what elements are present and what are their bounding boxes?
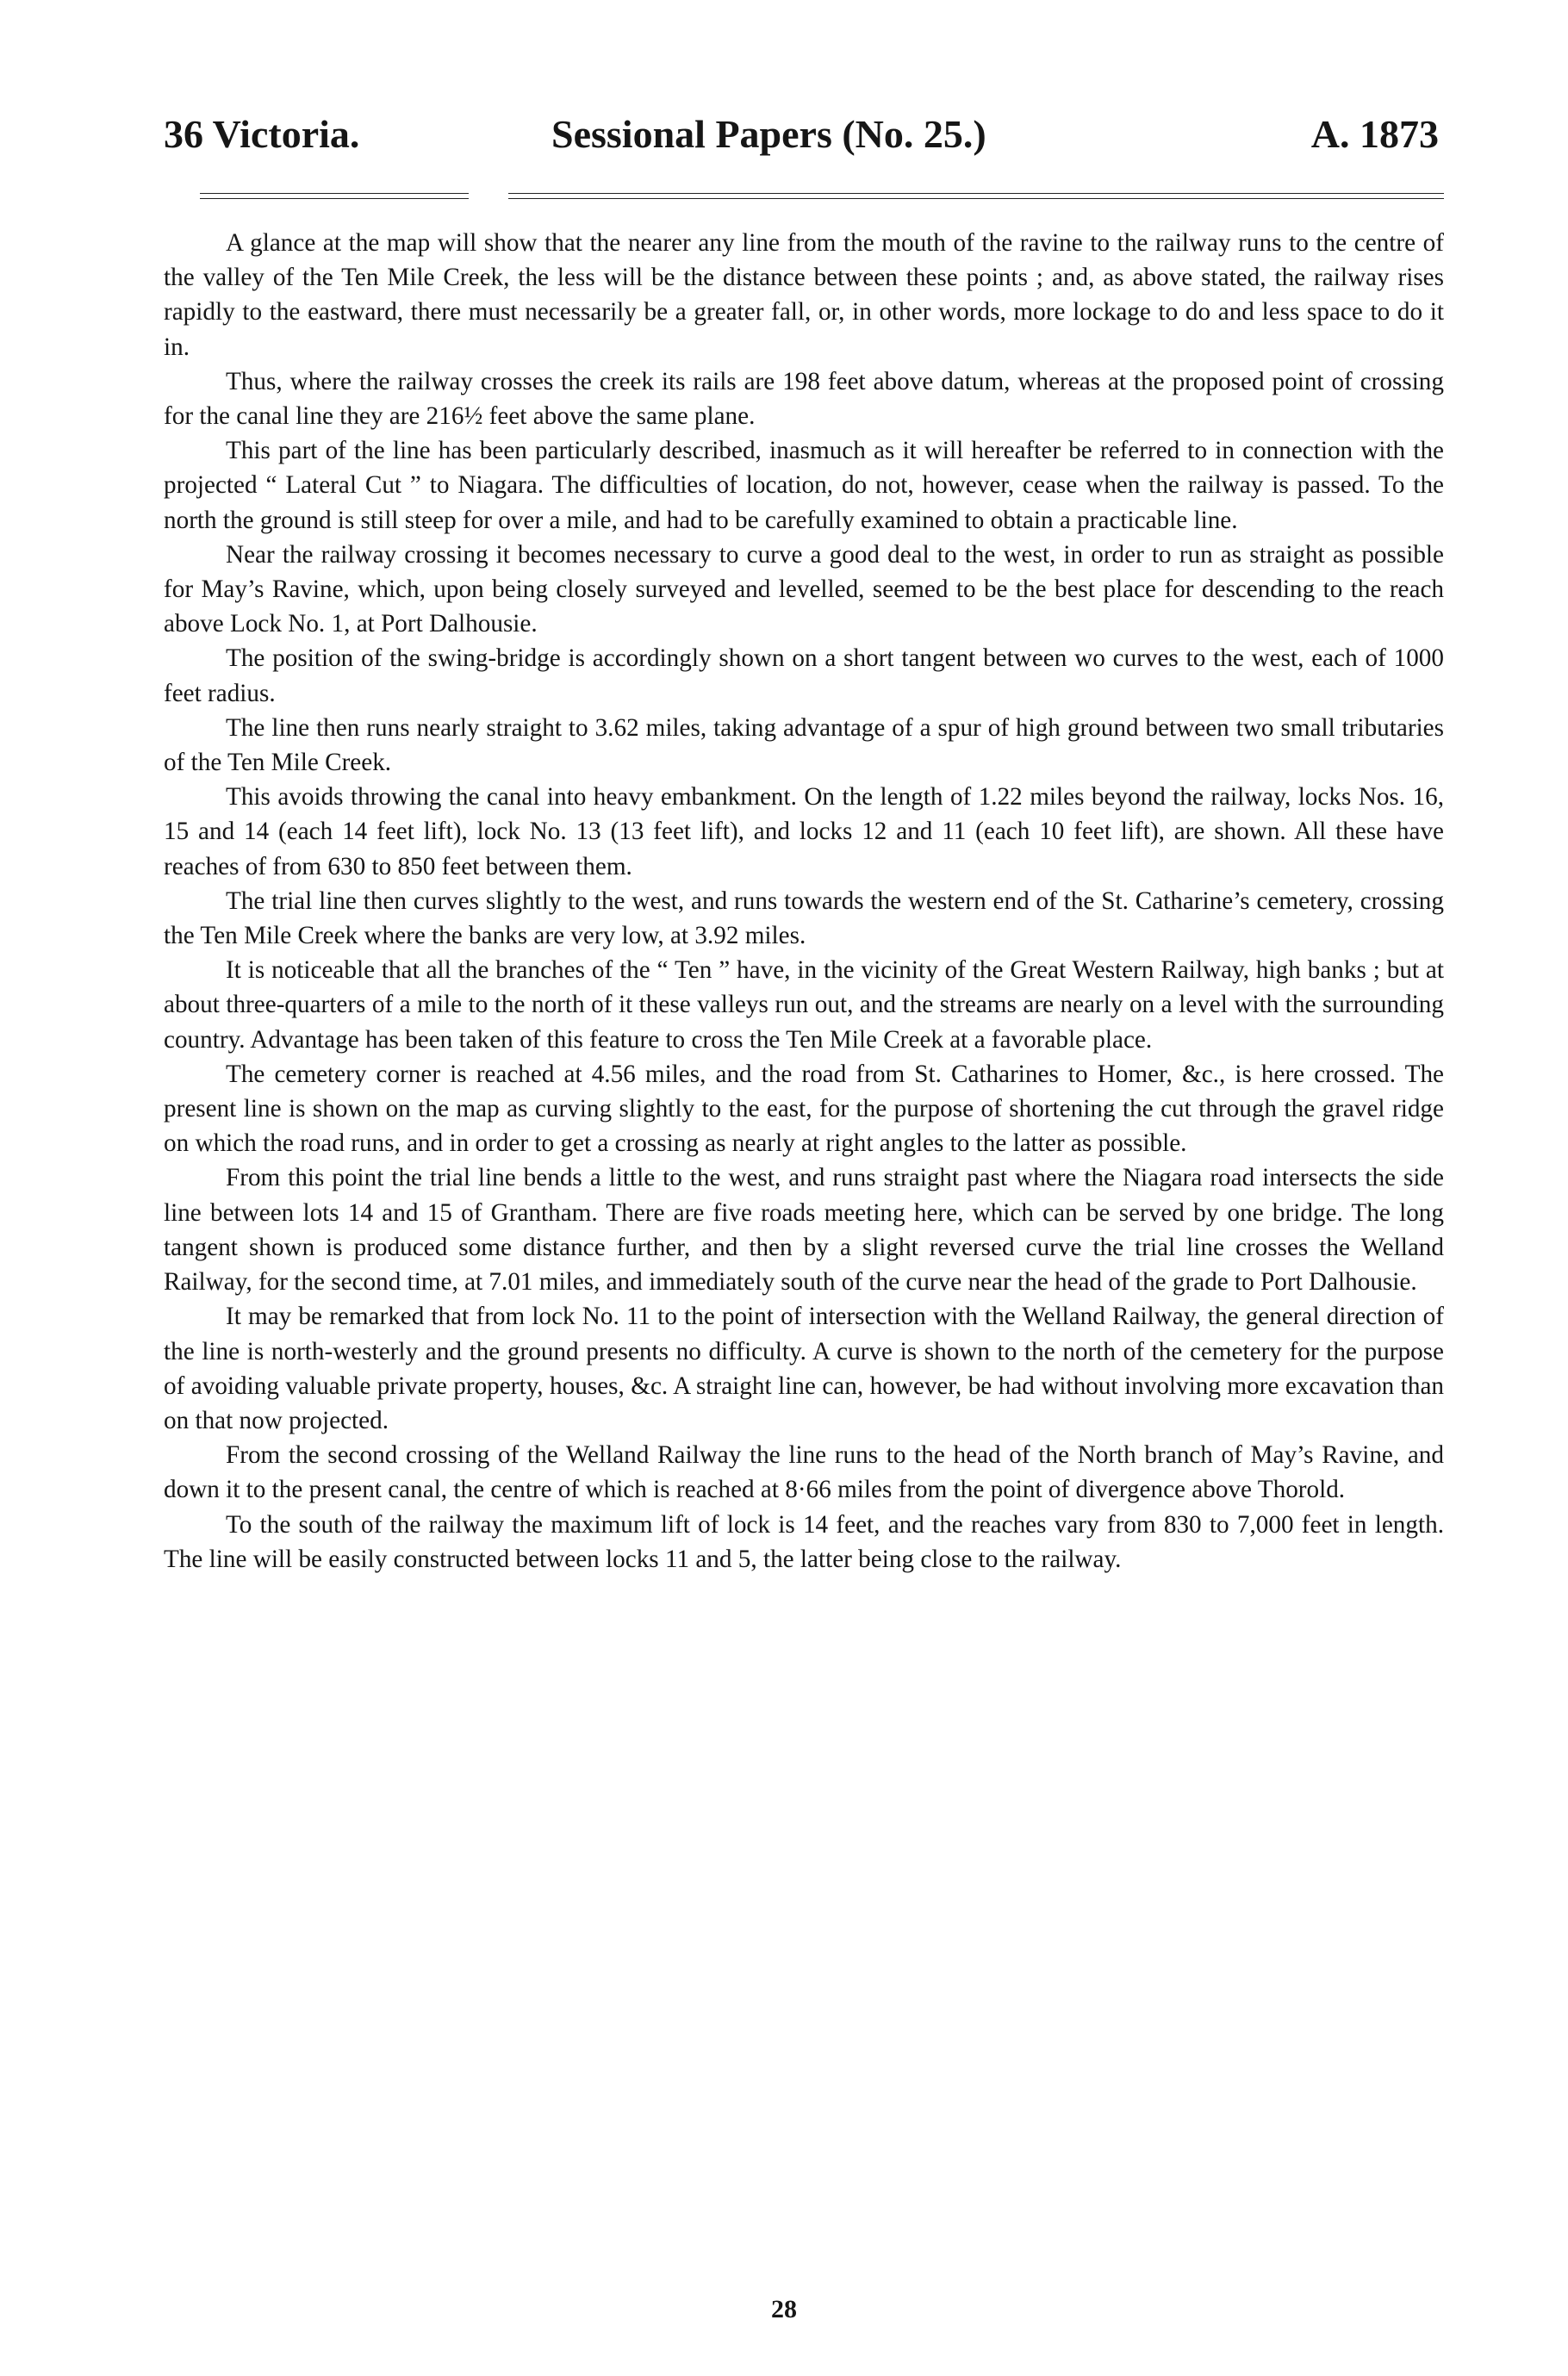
header-rule-left-bottom: [200, 198, 469, 199]
paragraph: Thus, where the railway crosses the creek its rails are 198 feet above datum, whereas at the proposed point of crossing for the canal line they are 216½ feet above the same plane.: [164, 367, 1444, 431]
paragraph: To the south of the railway the maximum lift of lock is 14 feet, and the reaches vary from 830 to 7,000 feet in length. The line will be easily constructed between locks 11 and 5, the latter being close to the railway.: [164, 1510, 1444, 1573]
paragraph: From the second crossing of the Welland Railway the line runs to the head of the North branch of May’s Ravine, and down it to the present canal, the centre of which is reached at 8·66 miles from the point of divergence above Thorold.: [164, 1441, 1444, 1504]
page-header: [164, 109, 1439, 160]
paragraph: The cemetery corner is reached at 4.56 miles, and the road from St. Catharines to Homer, &c., is here crossed. The present line is shown on the map as curving slightly to the east, for the purpose of shortening the cut through the gravel ridge on which the road runs, and in order to get a crossing as nearly at right angles to the latter as possible.: [164, 1060, 1444, 1158]
header-rule-right-top: [508, 193, 1444, 194]
header-rule-right-bottom: [508, 198, 1444, 199]
header-year: A. 1873: [1310, 112, 1439, 156]
paragraph: Near the railway crossing it becomes necessary to curve a good deal to the west, in order to run as straight as possible for May’s Ravine, which, upon being closely surveyed and levelled, seemed to be the best place for descending to the reach above Lock No. 1, at Port Dalhousie.: [164, 540, 1444, 638]
page-number: 28: [771, 2295, 797, 2323]
paragraph: The position of the swing-bridge is accordingly shown on a short tangent between wo curves to the west, each of 1000 feet radius.: [164, 644, 1444, 707]
paragraph: The trial line then curves slightly to the west, and runs towards the western end of the St. Catharine’s cemetery, crossing the Ten Mile Creek where the banks are very low, at 3.92 miles.: [164, 886, 1444, 950]
paragraph: A glance at the map will show that the nearer any line from the mouth of the ravine to the railway runs to the centre of the valley of the Ten Mile Creek, the less will be the distance between these points ; and, as above stated, the railway rises rapidly to the eastward, there must necessarily be a greater fall, or, in other words, more lockage to do and less space to do it in.: [164, 229, 1444, 361]
paragraph: This avoids throwing the canal into heavy embankment. On the length of 1.22 miles beyond the railway, locks Nos. 16, 15 and 14 (each 14 feet lift), lock No. 13 (13 feet lift), and locks 12 and 11 (each 10 feet lift), are shown. All these have reaches of from 630 to 850 feet between them.: [164, 783, 1444, 880]
paragraph: It is noticeable that all the branches of the “ Ten ” have, in the vicinity of the Great Western Railway, high banks ; but at about three-quarters of a mile to the north of it these valleys run out, and the streams are nearly on a level with the surrounding country. Advantage has been taken of this feature to cross the Ten Mile Creek at a favorable place.: [164, 956, 1444, 1054]
header-session: 36 Victoria.: [164, 112, 360, 156]
paragraph: From this point the trial line bends a little to the west, and runs straight past where the Niagara road intersects the side line between lots 14 and 15 of Grantham. There are five roads meeting here, which can be served by one bridge. The long tangent shown is produced some distance further, and then by a slight reversed curve the trial line crosses the Welland Railway, for the second time, at 7.01 miles, and immediately south of the curve near the head of the grade to Port Dalhousie.: [164, 1164, 1444, 1297]
body-text: [164, 226, 1444, 1577]
paragraph: It may be remarked that from lock No. 11 to the point of intersection with the Welland Railway, the general direction of the line is north-westerly and the ground presents no difficulty. A curve is shown to the north of the cemetery for the purpose of avoiding valuable private property, houses, &c. A straight line can, however, be had without involving more excavation than on that now projected.: [164, 1303, 1444, 1434]
header-title: Sessional Papers (No. 25.): [551, 112, 986, 156]
header-rule-left-top: [200, 193, 469, 194]
paragraph: The line then runs nearly straight to 3.62 miles, taking advantage of a spur of high ground between two small tributaries of the Ten Mile Creek.: [164, 713, 1444, 777]
paragraph: This part of the line has been particularly described, inasmuch as it will hereafter be referred to in connection with the projected “ Lateral Cut ” to Niagara. The difficulties of location, do not, however, cease when the railway is passed. To the north the ground is still steep for over a mile, and had to be carefully examined to obtain a practicable line.: [164, 437, 1444, 534]
